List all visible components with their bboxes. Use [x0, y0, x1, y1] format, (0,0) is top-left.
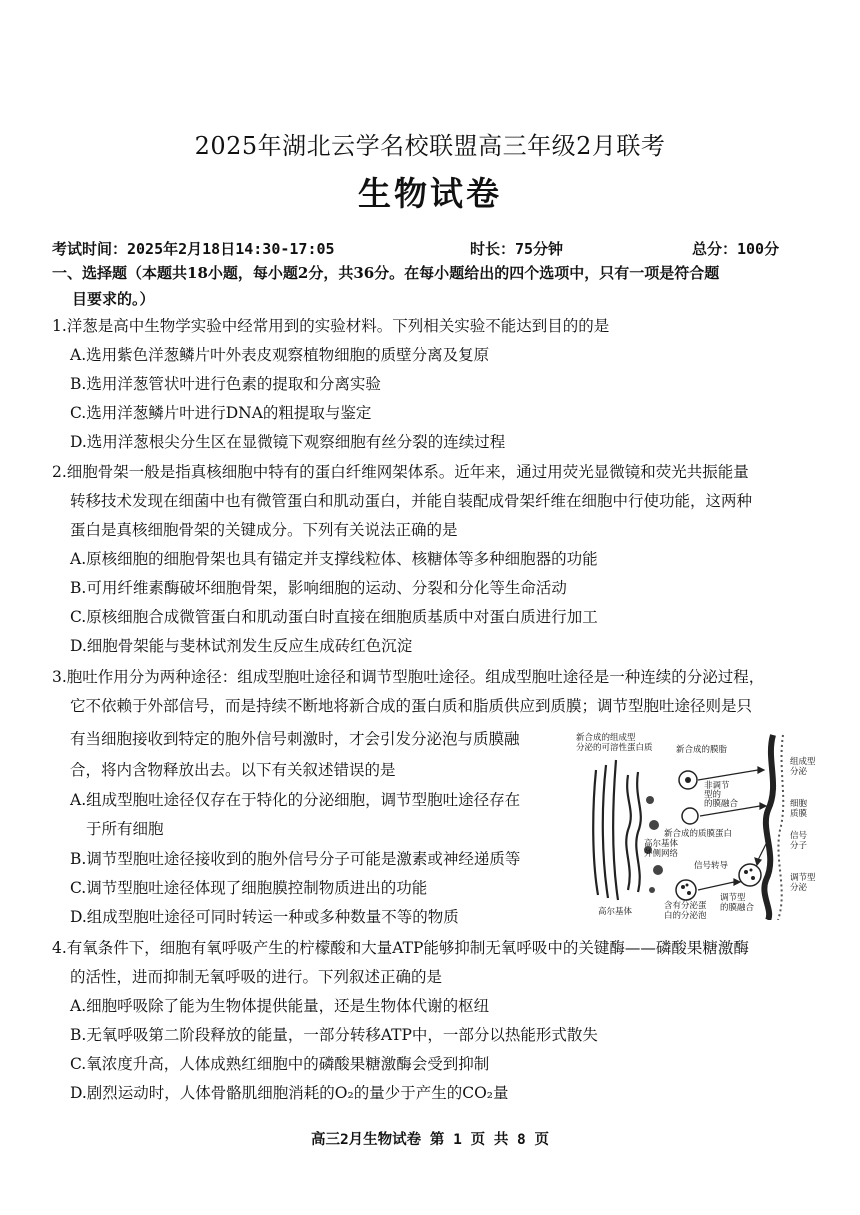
exam-duration: 时长：75分钟	[470, 240, 564, 258]
label-regulated-fusion-2: 的膜融合	[720, 903, 755, 913]
q2-stem-line2: 转移技术发现在细菌中也有微管蛋白和肌动蛋白，并能自装配成骨架纤维在细胞中行使功能，这两种	[70, 492, 753, 510]
q4-stem-line1: 4.有氧条件下，细胞有氧呼吸产生的柠檬酸和大量ATP能够抑制无氧呼吸中的关键酶——磷酸果糖激酶	[52, 939, 749, 957]
label-new-membrane-protein: 新合成的质膜蛋白	[664, 829, 733, 839]
label-nonregulated-2: 型的	[704, 790, 722, 800]
secretory-vesicle	[676, 880, 696, 900]
label-new-lipid: 新合成的膜脂	[676, 745, 728, 755]
label-vesicle-2: 白的分泌泡	[664, 911, 707, 920]
q2-option-a: A.原核细胞的细胞骨架也具有锚定并支撑线粒体、核糖体等多种细胞器的功能	[70, 550, 598, 568]
label-regulated-1: 调节型	[790, 873, 816, 883]
q2-option-b: B.可用纤维素酶破坏细胞骨架，影响细胞的运动、分裂和分化等生命活动	[70, 579, 567, 597]
q2-stem-line3: 蛋白是真核细胞骨架的关键成分。下列有关说法正确的是	[70, 521, 458, 539]
q3-option-a-cont: 于所有细胞	[86, 820, 164, 838]
q3-stem-line4: 合，将内含物释放出去。以下有关叙述错误的是	[70, 761, 396, 779]
q3-option-b: B.调节型胞吐途径接收到的胞外信号分子可能是激素或神经递质等	[70, 850, 521, 868]
label-regulated-2: 分泌	[790, 883, 808, 893]
label-signal-transduction: 信号转导	[694, 861, 729, 871]
q4-option-d: D.剧烈运动时，人体骨骼肌细胞消耗的O₂的量少于产生的CO₂量	[70, 1084, 509, 1102]
q1-option-b: B.选用洋葱管状叶进行色素的提取和分离实验	[70, 375, 381, 393]
label-golgi: 高尔基体	[598, 907, 633, 917]
exam-title: 2025年湖北云学名校联盟高三年级2月联考	[194, 132, 666, 160]
label-constitutive-1: 组成型	[790, 757, 816, 767]
q1-option-c: C.选用洋葱鳞片叶进行DNA的粗提取与鉴定	[70, 404, 372, 422]
golgi-stack	[593, 760, 641, 900]
q3-option-c: C.调节型胞吐途径体现了细胞膜控制物质进出的功能	[70, 879, 428, 897]
label-membrane-1: 细胞	[790, 799, 808, 809]
q2-option-d: D.细胞骨架能与斐林试剂发生反应生成砖红色沉淀	[70, 637, 413, 655]
label-golgi-network-2: 外侧网络	[644, 849, 679, 859]
section-heading-cont: 目要求的。）	[72, 290, 155, 308]
q4-option-c: C.氧浓度升高，人体成熟红细胞中的磷酸果糖激酶会受到抑制	[70, 1055, 490, 1073]
q1-option-d: D.选用洋葱根尖分生区在显微镜下观察细胞有丝分裂的连续过程	[70, 433, 506, 451]
q2-stem-line1: 2.细胞骨架一般是指真核细胞中特有的蛋白纤维网架体系。近年来，通过用荧光显微镜和荧光共振能量	[52, 463, 749, 481]
exocytosis-diagram-svg	[568, 730, 828, 920]
label-signal-1: 信号	[790, 831, 808, 841]
label-nonregulated-3: 的膜融合	[704, 799, 739, 809]
label-constitutive-protein-1: 新合成的组成型	[576, 733, 636, 743]
label-membrane-2: 质膜	[790, 809, 808, 819]
section-heading: 一、选择题（本题共18小题，每小题2分，共36分。在每小题给出的四个选项中，只有一项是符合题	[52, 264, 720, 282]
label-constitutive-protein-2: 分泌的可溶性蛋白质	[576, 743, 653, 753]
label-golgi-network-1: 高尔基体	[644, 839, 679, 849]
exam-total-score: 总分：100分	[692, 240, 780, 258]
q3-stem-line1: 3.胞吐作用分为两种途径：组成型胞吐途径和调节型胞吐途径。组成型胞吐途径是一种连续的分泌过程，	[52, 668, 765, 686]
exam-info	[52, 238, 812, 262]
q1-stem: 1.洋葱是高中生物学实验中经常用到的实验材料。下列相关实验不能达到目的的是	[52, 317, 610, 335]
q2-option-c: C.原核细胞合成微管蛋白和肌动蛋白时直接在细胞质基质中对蛋白质进行加工	[70, 608, 598, 626]
q3-stem-line2: 它不依赖于外部信号，而是持续不断地将新合成的蛋白质和脂质供应到质膜；调节型胞吐途径则是只	[70, 697, 753, 715]
q3-option-a: A.组成型胞吐途径仅存在于特化的分泌细胞，调节型胞吐途径存在	[70, 791, 521, 809]
regulated-vesicle	[739, 864, 761, 886]
membrane-protein-vesicle	[682, 808, 698, 824]
q4-option-a: A.细胞呼吸除了能为生物体提供能量，还是生物体代谢的枢纽	[70, 997, 490, 1015]
label-regulated-fusion-1: 调节型	[720, 893, 746, 903]
q4-stem-line2: 的活性，进而抑制无氧呼吸的进行。下列叙述正确的是	[70, 968, 443, 986]
label-vesicle-1: 含有分泌蛋	[664, 901, 707, 911]
q1-option-a: A.选用紫色洋葱鳞片叶外表皮观察植物细胞的质壁分离及复原	[70, 346, 490, 364]
subject-title: 生物试卷	[358, 174, 502, 213]
label-nonregulated-1: 非调节	[704, 781, 730, 791]
exocytosis-diagram	[568, 730, 828, 920]
cell-membrane	[764, 735, 773, 920]
label-constitutive-2: 分泌	[790, 767, 808, 777]
page-footer: 高三2月生物试卷 第 1 页 共 8 页	[310, 1132, 550, 1148]
label-signal-2: 分子	[790, 841, 808, 851]
extracellular-matrix	[778, 735, 783, 920]
q4-option-b: B.无氧呼吸第二阶段释放的能量，一部分转移ATP中，一部分以热能形式散失	[70, 1026, 598, 1044]
q3-stem-line3: 有当细胞接收到特定的胞外信号刺激时，才会引发分泌泡与质膜融	[70, 730, 520, 748]
exam-time: 考试时间：2025年2月18日14:30-17:05	[52, 240, 335, 258]
q3-option-d: D.组成型胞吐途径可同时转运一种或多种数量不等的物质	[70, 908, 459, 926]
